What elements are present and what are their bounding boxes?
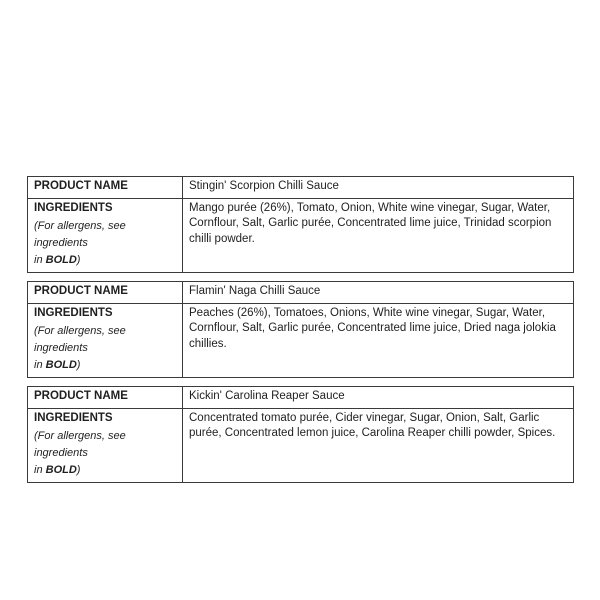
table-row <box>28 303 574 378</box>
product-name-label: PRODUCT NAME <box>34 180 128 192</box>
ingredients-value: Concentrated tomato purée, Cider vinegar, Sugar, Onion, Salt, Garlic purée, Concentrated lemon juice, Carolina Reaper chilli powder, Spices. <box>183 408 574 483</box>
product-table-2 <box>27 281 574 378</box>
product-name-label: PRODUCT NAME <box>34 390 128 403</box>
ingredients-label: INGREDIENTS <box>34 306 113 319</box>
product-name-value: Stingin' Scorpion Chilli Sauce <box>183 177 574 199</box>
product-name-value: Kickin' Carolina Reaper Sauce <box>183 387 574 409</box>
ingredients-value: Mango purée (26%), Tomato, Onion, White wine vinegar, Sugar, Water, Cornflour, Salt, Garlic purée, Concentrated lime juice, Trinidad scorpion chilli powder. <box>183 198 574 273</box>
allergen-note: (For allergens, see ingredients in BOLD) <box>34 325 126 372</box>
table-row <box>28 198 574 273</box>
allergen-note: (For allergens, see ingredients in BOLD) <box>34 220 126 267</box>
product-name-label: PRODUCT NAME <box>34 285 128 298</box>
ingredients-value: Peaches (26%), Tomatoes, Onions, White wine vinegar, Sugar, Water, Cornflour, Salt, Garlic purée, Concentrated lime juice, Dried naga jolokia chillies. <box>183 303 574 378</box>
table-row <box>28 177 574 199</box>
ingredients-label: INGREDIENTS <box>34 411 113 424</box>
document-page <box>27 176 573 491</box>
table-row <box>28 408 574 483</box>
ingredients-label: INGREDIENTS <box>34 201 113 214</box>
table-row <box>28 282 574 304</box>
product-name-value: Flamin' Naga Chilli Sauce <box>183 282 574 304</box>
allergen-note: (For allergens, see ingredients in BOLD) <box>34 430 126 477</box>
product-table-3 <box>27 386 574 483</box>
table-row <box>28 387 574 409</box>
product-table-1 <box>27 176 574 273</box>
